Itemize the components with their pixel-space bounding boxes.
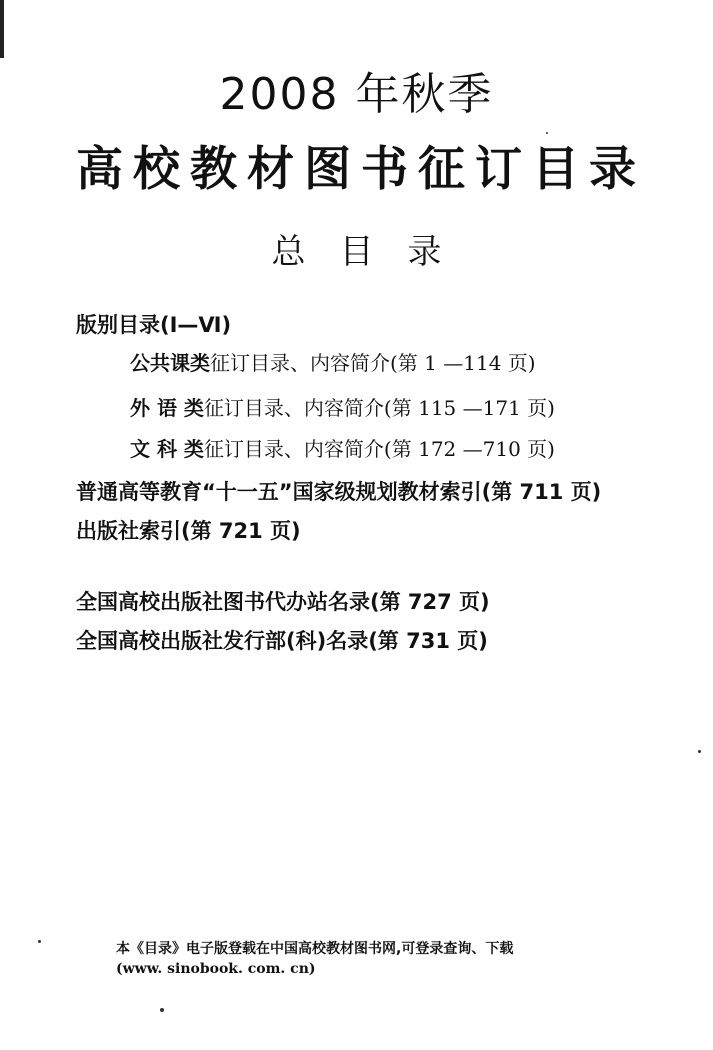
toc-edition-catalog: 版别目录(Ⅰ—Ⅵ)	[76, 313, 232, 337]
scan-speck	[698, 750, 701, 753]
toc-agency-list: 全国高校出版社图书代办站名录(第 727 页)	[76, 590, 490, 614]
scan-speck	[160, 1008, 164, 1012]
catalog-title: 高校教材图书征订目录	[76, 142, 646, 197]
toc-sub-category: 文 科 类	[130, 437, 204, 461]
toc-sub-category: 外 语 类	[130, 396, 204, 420]
page-edge-mark	[0, 0, 4, 58]
scan-speck	[38, 940, 41, 943]
toc-publisher-index: 出版社索引(第 721 页)	[76, 519, 301, 543]
toc-sub-entry	[130, 433, 555, 462]
scan-speck	[546, 132, 548, 134]
toc-sub-category: 公共课类	[130, 351, 210, 375]
footer-note-line2: (www. sinobook. com. cn)	[116, 961, 316, 977]
toc-distribution-list: 全国高校出版社发行部(科)名录(第 731 页)	[76, 629, 488, 653]
toc-sub-description: 征订目录、内容简介(第 1 —114 页)	[210, 351, 536, 375]
toc-sub-description: 征订目录、内容简介(第 115 —171 页)	[203, 396, 555, 420]
toc-sub-entry	[130, 392, 555, 421]
toc-sub-entry	[130, 347, 536, 376]
year-season-title: 2008 年秋季	[219, 69, 494, 120]
section-title: 总目录	[271, 232, 476, 272]
footer-note-line1: 本《目录》电子版登载在中国高校教材图书网,可登录查询、下载	[116, 941, 514, 957]
toc-sub-description: 征订目录、内容简介(第 172 —710 页)	[203, 437, 555, 461]
toc-national-plan-index: 普通高等教育“十一五”国家级规划教材索引(第 711 页)	[76, 480, 602, 504]
